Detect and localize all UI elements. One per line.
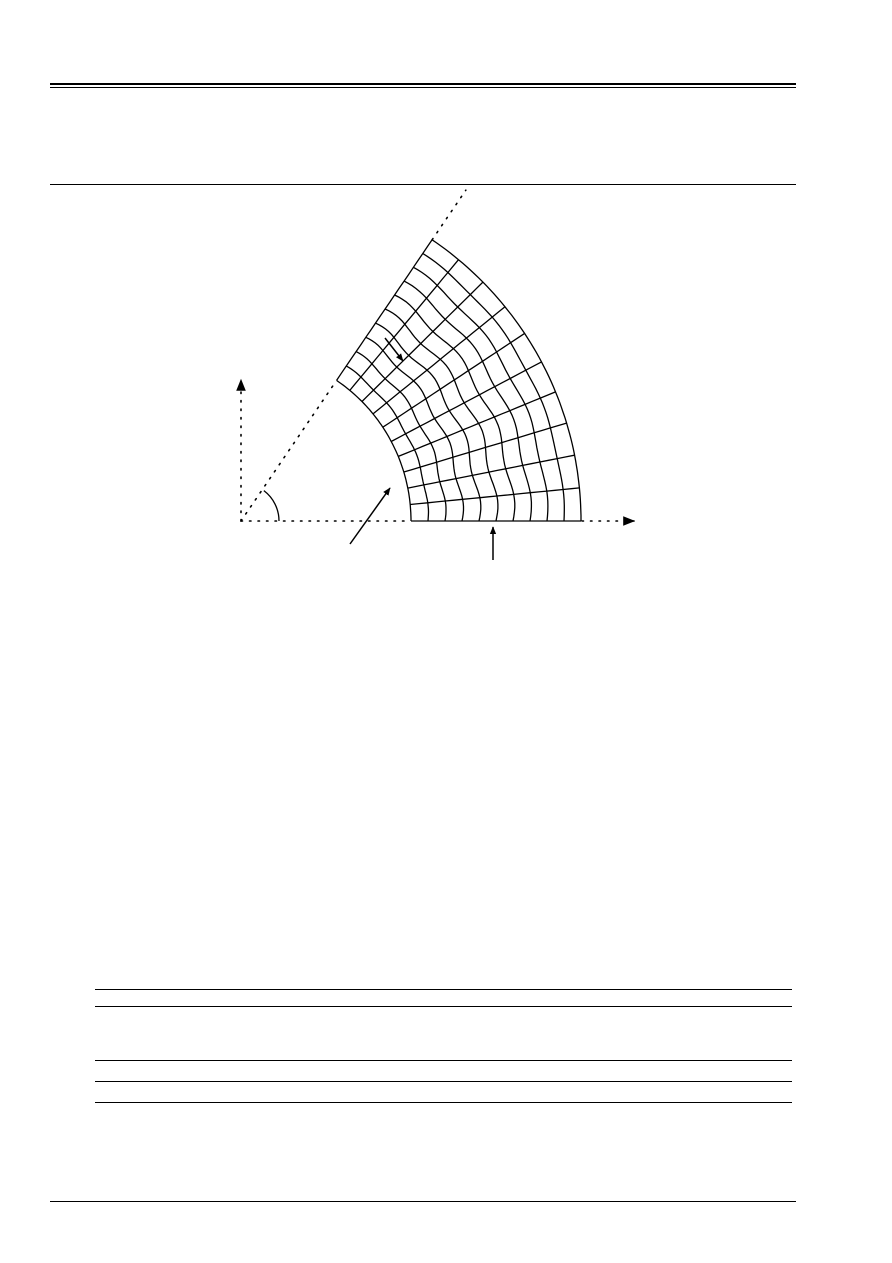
mesh-spoke-line — [404, 423, 567, 472]
mesh-ring-line — [337, 380, 411, 521]
table-rule-top — [95, 989, 792, 990]
angle-arc — [264, 491, 279, 521]
mesh-spoke-line — [350, 260, 459, 391]
diagonal-ray-inner — [241, 380, 337, 521]
mesh-spoke-line — [362, 282, 483, 401]
mesh-ring-line — [346, 366, 428, 521]
mesh-spoke-line — [391, 362, 541, 442]
mesh-spoke-line — [408, 455, 575, 488]
mesh-spoke-line — [373, 307, 505, 414]
figure-arrows — [350, 338, 493, 560]
table-rule-middle — [95, 1060, 792, 1061]
mesh-spoke-line — [337, 240, 433, 381]
table-rule-bottom — [95, 1102, 792, 1103]
table-rule-header-bottom — [95, 1006, 792, 1007]
diagonal-ray-outer — [432, 190, 466, 240]
inner-arc-arrow — [350, 488, 390, 544]
mesh-grid — [337, 240, 581, 521]
footer-rule — [50, 1201, 796, 1202]
table-rule-lower — [95, 1081, 792, 1082]
